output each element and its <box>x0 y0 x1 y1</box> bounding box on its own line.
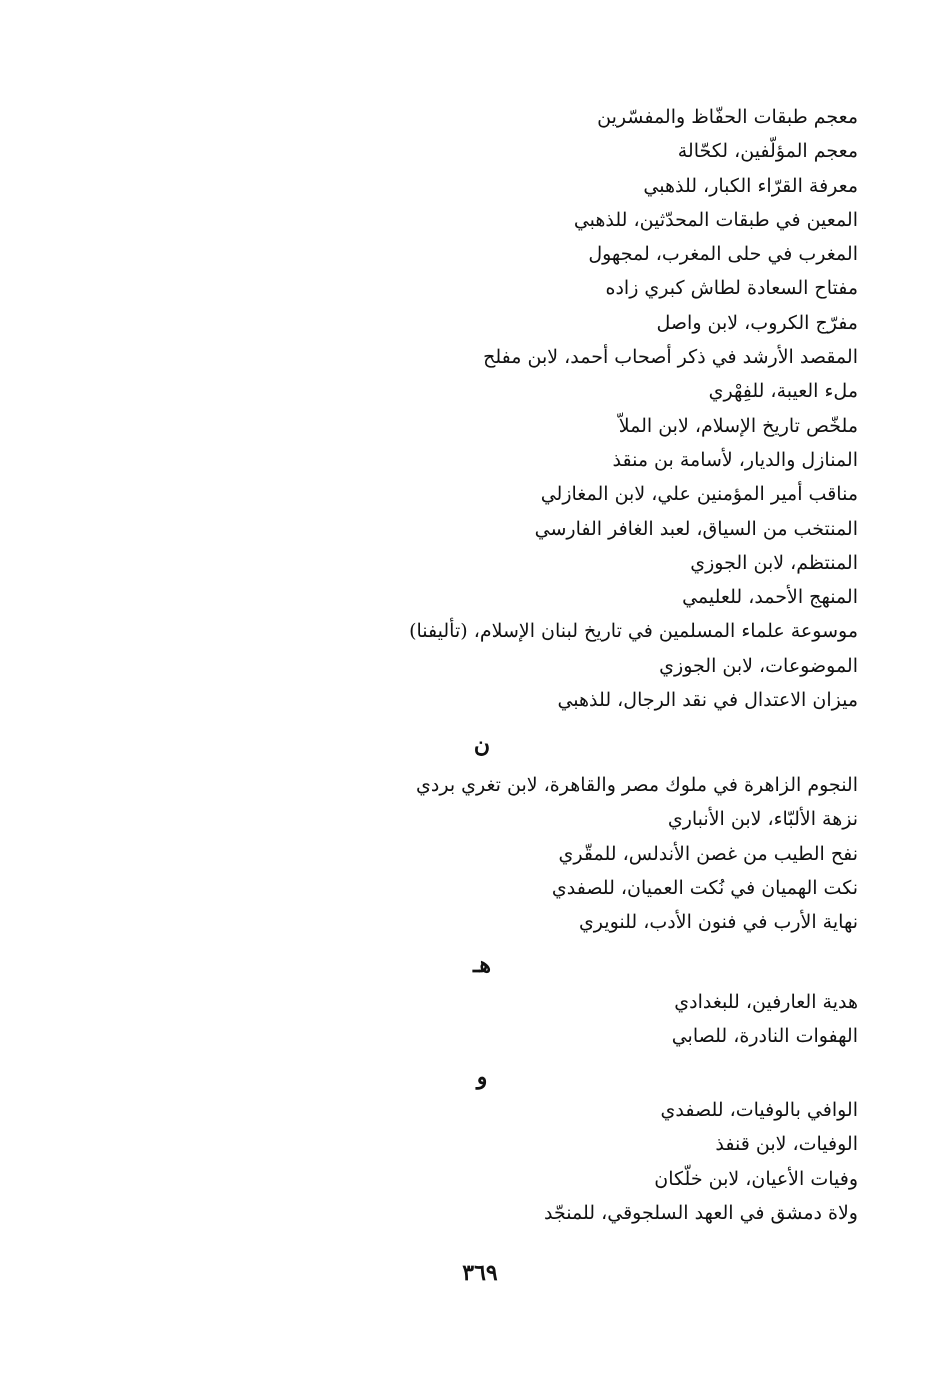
index-entry: المغرب في حلى المغرب، لمجهول <box>588 243 858 266</box>
page-number: ٣٦٩ <box>462 1260 498 1286</box>
index-entry: المنازل والديار، لأسامة بن منقذ <box>612 448 858 471</box>
index-entry: النجوم الزاهرة في ملوك مصر والقاهرة، لابن تغري بردي <box>416 774 858 796</box>
index-entry: هدية العارفين، للبغدادي <box>674 991 858 1013</box>
section-letter-heading: هـ <box>472 952 492 978</box>
index-entry: ملخّص تاريخ الإسلام، لابن الملاّ <box>618 414 858 437</box>
index-entry: المعين في طبقات المحدّثين، للذهبي <box>573 208 858 231</box>
index-entry: موسوعة علماء المسلمين في تاريخ لبنان الإسلام، (تأليفنا) <box>409 620 858 643</box>
index-entry: المقصد الأرشد في ذكر أصحاب أحمد، لابن مفلح <box>483 346 858 369</box>
section-waw <box>378 1093 858 1230</box>
index-entry: الوافي بالوفيات، للصفدي <box>660 1099 858 1121</box>
index-entry: معجم المؤلّفين، لكحّالة <box>677 140 858 163</box>
index-entry: الموضوعات، لابن الجوزي <box>659 654 858 677</box>
index-entry: نكت الهميان في نُكت العميان، للصفدي <box>551 876 858 899</box>
index-entry: المنتظم، لابن الجوزي <box>690 551 858 574</box>
index-entry: نفح الطيب من غصن الأندلس، للمقّري <box>558 842 858 865</box>
index-entry: المنهج الأحمد، للعليمي <box>682 586 858 609</box>
section-letter-heading: و <box>476 1064 488 1090</box>
index-entry: معجم طبقات الحفّاظ والمفسّرين <box>597 106 858 128</box>
index-entry: نزهة الألبّاء، لابن الأنباري <box>667 808 858 831</box>
index-entry: المنتخب من السياق، لعبد الغافر الفارسي <box>534 517 858 540</box>
index-entry: ملء العيبة، للفِهْري <box>708 380 858 403</box>
index-entry: ميزان الاعتدال في نقد الرجال، للذهبي <box>557 689 858 712</box>
section-ha <box>378 985 858 1054</box>
section-mim <box>378 100 858 717</box>
section-letter-heading: ن <box>473 732 491 758</box>
index-entry: معرفة القرّاء الكبار، للذهبي <box>643 174 858 197</box>
index-entry: نهاية الأرب في فنون الأدب، للنويري <box>578 911 858 934</box>
index-entry: مفتاح السعادة لطاش كبري زاده <box>605 277 858 300</box>
index-entry: الوفيات، لابن قنفذ <box>715 1133 858 1156</box>
section-nun <box>378 768 858 939</box>
index-entry: وفيات الأعيان، لابن خلّكان <box>654 1167 858 1190</box>
index-entry: ولاة دمشق في العهد السلجوقي، للمنجّد <box>544 1201 858 1224</box>
index-entry: مفرّج الكروب، لابن واصل <box>656 311 858 334</box>
index-entry: مناقب أمير المؤمنين علي، لابن المغازلي <box>540 483 858 506</box>
index-entry: الهفوات النادرة، للصابي <box>671 1025 858 1048</box>
